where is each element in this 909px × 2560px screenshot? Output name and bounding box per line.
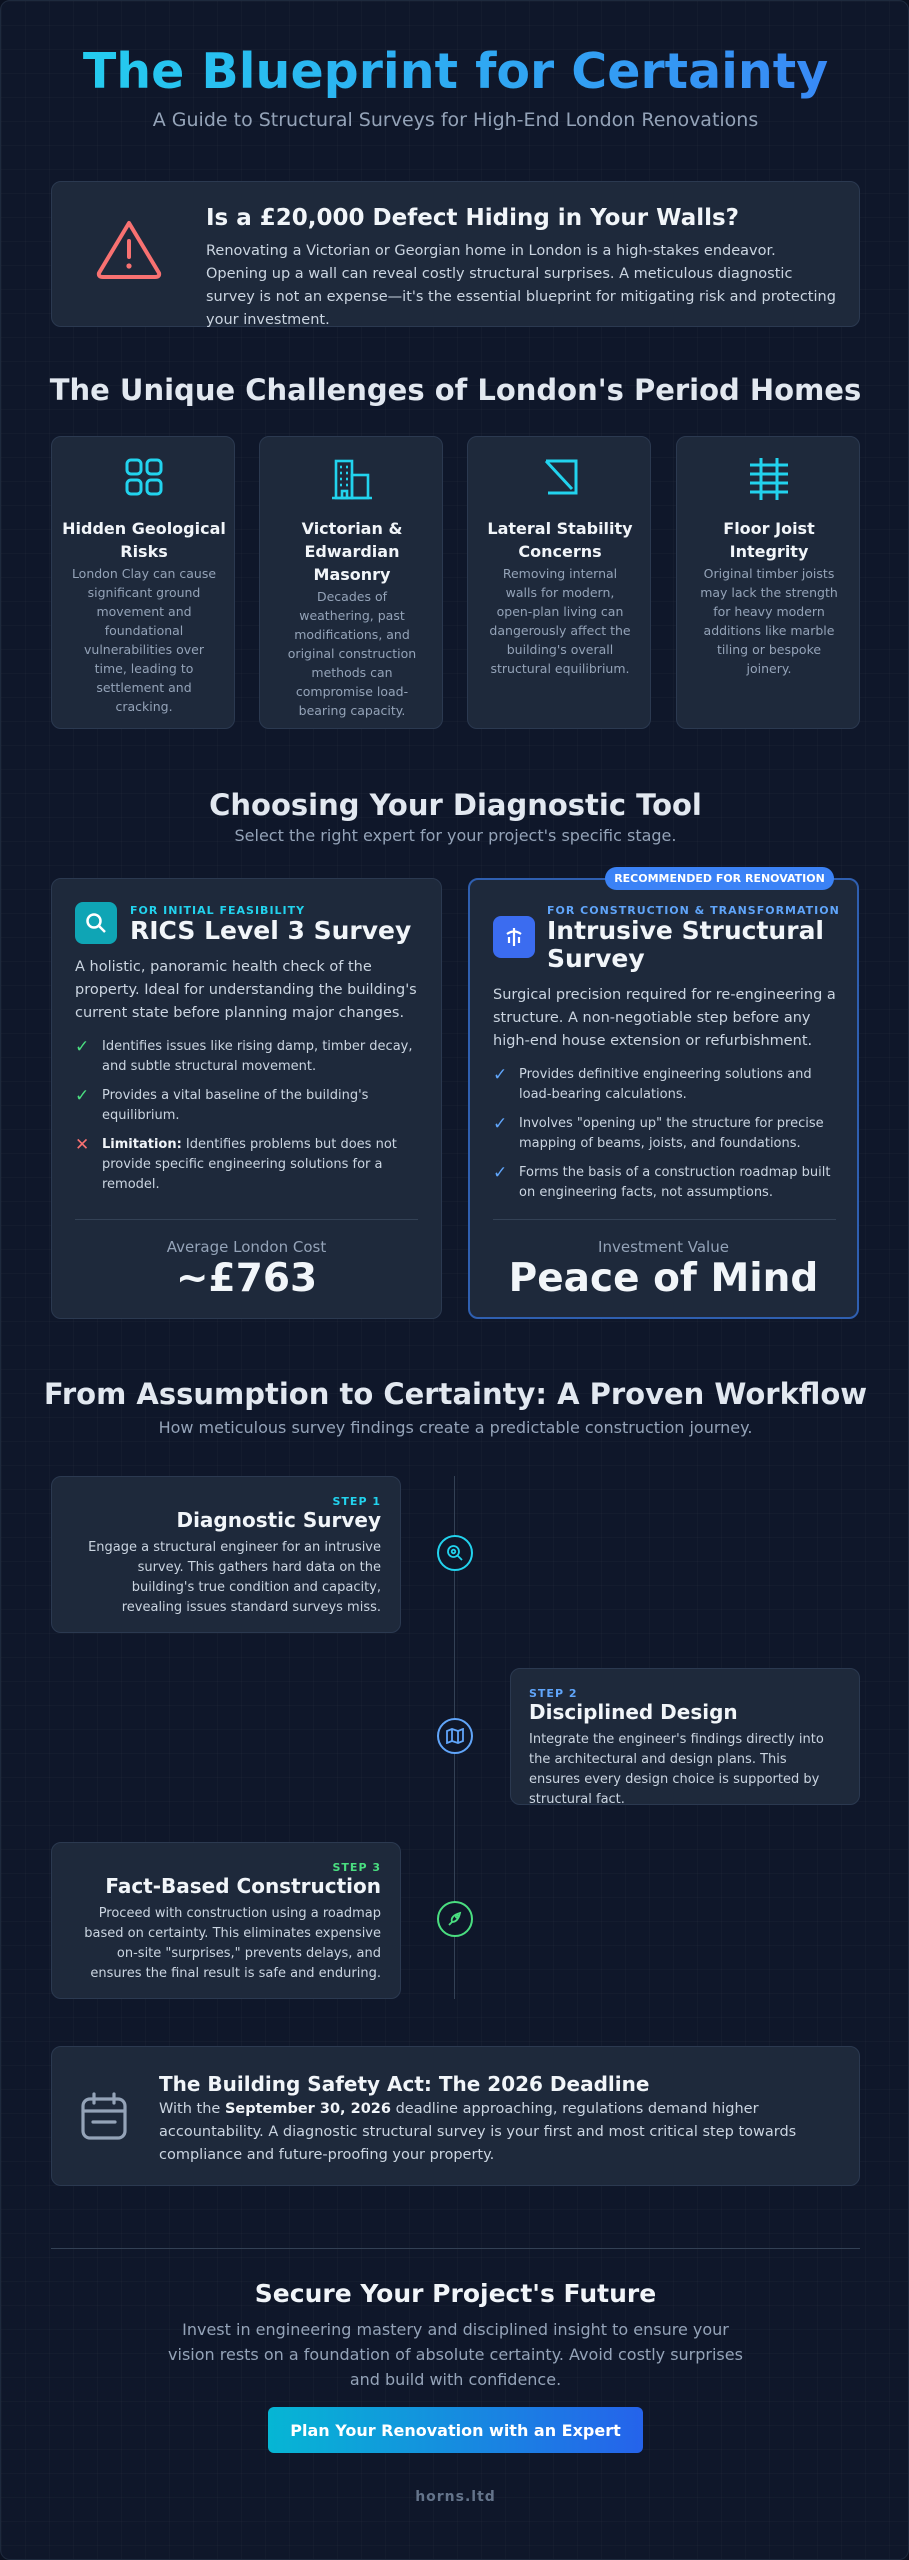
step-title: Diagnostic Survey [176,1508,381,1532]
recommended-badge: RECOMMENDED FOR RENOVATION [605,867,834,890]
structure-icon [493,916,535,958]
alert-title: Is a £20,000 Defect Hiding in Your Walls? [206,205,740,231]
rics-bullet: Identifies issues like rising damp, timber decay, and subtle structural movement. [102,1039,413,1074]
challenges-heading: The Unique Challenges of London's Period Homes [49,373,862,407]
challenge-card [467,436,651,729]
check-icon: ✓ [493,1163,508,1183]
tools-subheading: Select the right expert for your project's specific stage. [234,826,677,845]
step-body: Integrate the engineer's findings directly into the architectural and design plans. This ensures every design choice is supported by structural fact. [529,1732,824,1807]
card-divider [75,1219,418,1220]
challenge-body: London Clay can cause significant ground movement and foundational vulnerabilities over time, leading to settlement and cracking. [71,566,217,714]
challenge-card [51,436,235,729]
rocket-icon [437,1901,473,1937]
rics-bullet: Provides a vital baseline of the building's equilibrium. [102,1088,369,1123]
safety-act-deadline: September 30, 2026 [224,2101,391,2117]
rics-description: A holistic, panoramic health check of the property. Ideal for understanding the building's current state before planning major changes. [75,959,417,1021]
limitation-label: Limitation: [102,1137,182,1152]
intrusive-title: Intrusive Structural Survey [547,916,825,973]
cta-body: Invest in engineering mastery and disciplined insight to ensure your vision rests on a foundation of absolute certainty. Avoid costly surprises and build with confidence. [168,2320,743,2389]
check-icon: ✓ [75,1086,90,1106]
step-body: Engage a structural engineer for an intrusive survey. This gathers hard data on the building's true condition and capacity, revealing issues standard surveys miss. [88,1540,381,1615]
step-eyebrow: STEP 2 [529,1687,578,1700]
check-icon: ✓ [493,1114,508,1134]
intrusive-bullet: Forms the basis of a construction roadmap built on engineering facts, not assumptions. [519,1165,831,1200]
check-icon: ✓ [75,1037,90,1057]
value-label: Investment Value [598,1238,729,1256]
search-gear-icon [437,1535,473,1571]
search-icon [75,902,117,944]
safety-act-prefix: With the [159,2101,225,2117]
challenge-title: Victorian & Edwardian Masonry [301,519,403,584]
safety-act-title: The Building Safety Act: The 2026 Deadline [159,2072,650,2096]
rics-title: RICS Level 3 Survey [130,916,412,945]
cross-icon: ✕ [75,1135,90,1155]
step-title: Fact-Based Construction [105,1874,381,1898]
challenge-body: Removing internal walls for modern, open-plan living can dangerously affect the building's overall structural equilibrium. [489,566,631,676]
intrusive-eyebrow: FOR CONSTRUCTION & TRANSFORMATION [547,904,840,917]
map-icon [437,1718,473,1754]
joist-grid-icon [677,457,861,505]
challenge-body: Decades of weathering, past modifications, and original construction methods can compromise load-bearing capacity. [287,589,417,718]
workflow-heading: From Assumption to Certainty: A Proven Workflow [43,1377,868,1411]
tools-heading: Choosing Your Diagnostic Tool [209,788,702,822]
cta-title: Secure Your Project's Future [254,2279,657,2308]
safety-act-body [159,2098,839,2167]
value-text: Peace of Mind [508,1256,819,1301]
rics-eyebrow: FOR INITIAL FEASIBILITY [130,904,306,917]
challenge-title: Hidden Geological Risks [62,519,226,561]
page-title: The Blueprint for Certainty [1,43,909,100]
diagonal-arrow-icon [468,457,652,505]
intrusive-bullet: Provides definitive engineering solutions and load-bearing calculations. [519,1067,812,1102]
card-divider [493,1219,836,1220]
alert-body: Renovating a Victorian or Georgian home in London is a high-stakes endeavor. Opening up a wall can reveal costly structural surprises. A meticulous diagnostic survey is not an expense—it's the essential blueprint for mitigating risk and protecting your investment. [206,243,836,328]
cost-label: Average London Cost [166,1238,327,1256]
check-icon: ✓ [493,1065,508,1085]
challenge-title: Floor Joist Integrity [723,519,815,561]
challenge-card [259,436,443,729]
workflow-subheading: How meticulous survey findings create a predictable construction journey. [158,1418,753,1437]
limitation-text: Identifies problems but does not provide specific engineering solutions for a remodel. [102,1137,397,1192]
grid-icon [52,457,236,505]
cost-value: ~£763 [175,1256,318,1301]
page-subtitle: A Guide to Structural Surveys for High-End London Renovations [152,109,759,131]
safety-act-suffix: deadline approaching, regulations demand higher accountability. A diagnostic structural survey is your first and most critical step towards compliance and future-proofing your property. [159,2101,797,2163]
section-divider [51,2248,860,2249]
footer-brand: horns.ltd [415,2489,496,2505]
building-icon [260,457,444,505]
step-eyebrow: STEP 3 [332,1861,381,1874]
step-body: Proceed with construction using a roadmap based on certainty. This eliminates expensive on-site "surprises," prevents delays, and ensures the final result is safe and enduring. [84,1906,381,1981]
challenge-title: Lateral Stability Concerns [487,519,633,561]
calendar-icon [80,2091,128,2145]
rics-bullet [102,1135,422,1195]
challenge-body: Original timber joists may lack the strength for heavy modern additions like marble tiling or bespoke joinery. [700,566,838,676]
challenge-card [676,436,860,729]
intrusive-bullet: Involves "opening up" the structure for precise mapping of beams, joists, and foundations. [519,1116,824,1151]
warning-triangle-icon [93,217,165,281]
step-eyebrow: STEP 1 [332,1495,381,1508]
step-title: Disciplined Design [529,1700,738,1724]
plan-renovation-button[interactable]: Plan Your Renovation with an Expert [268,2407,643,2453]
intrusive-description: Surgical precision required for re-engineering a structure. A non-negotiable step before any high-end house extension or refurbishment. [493,987,836,1049]
